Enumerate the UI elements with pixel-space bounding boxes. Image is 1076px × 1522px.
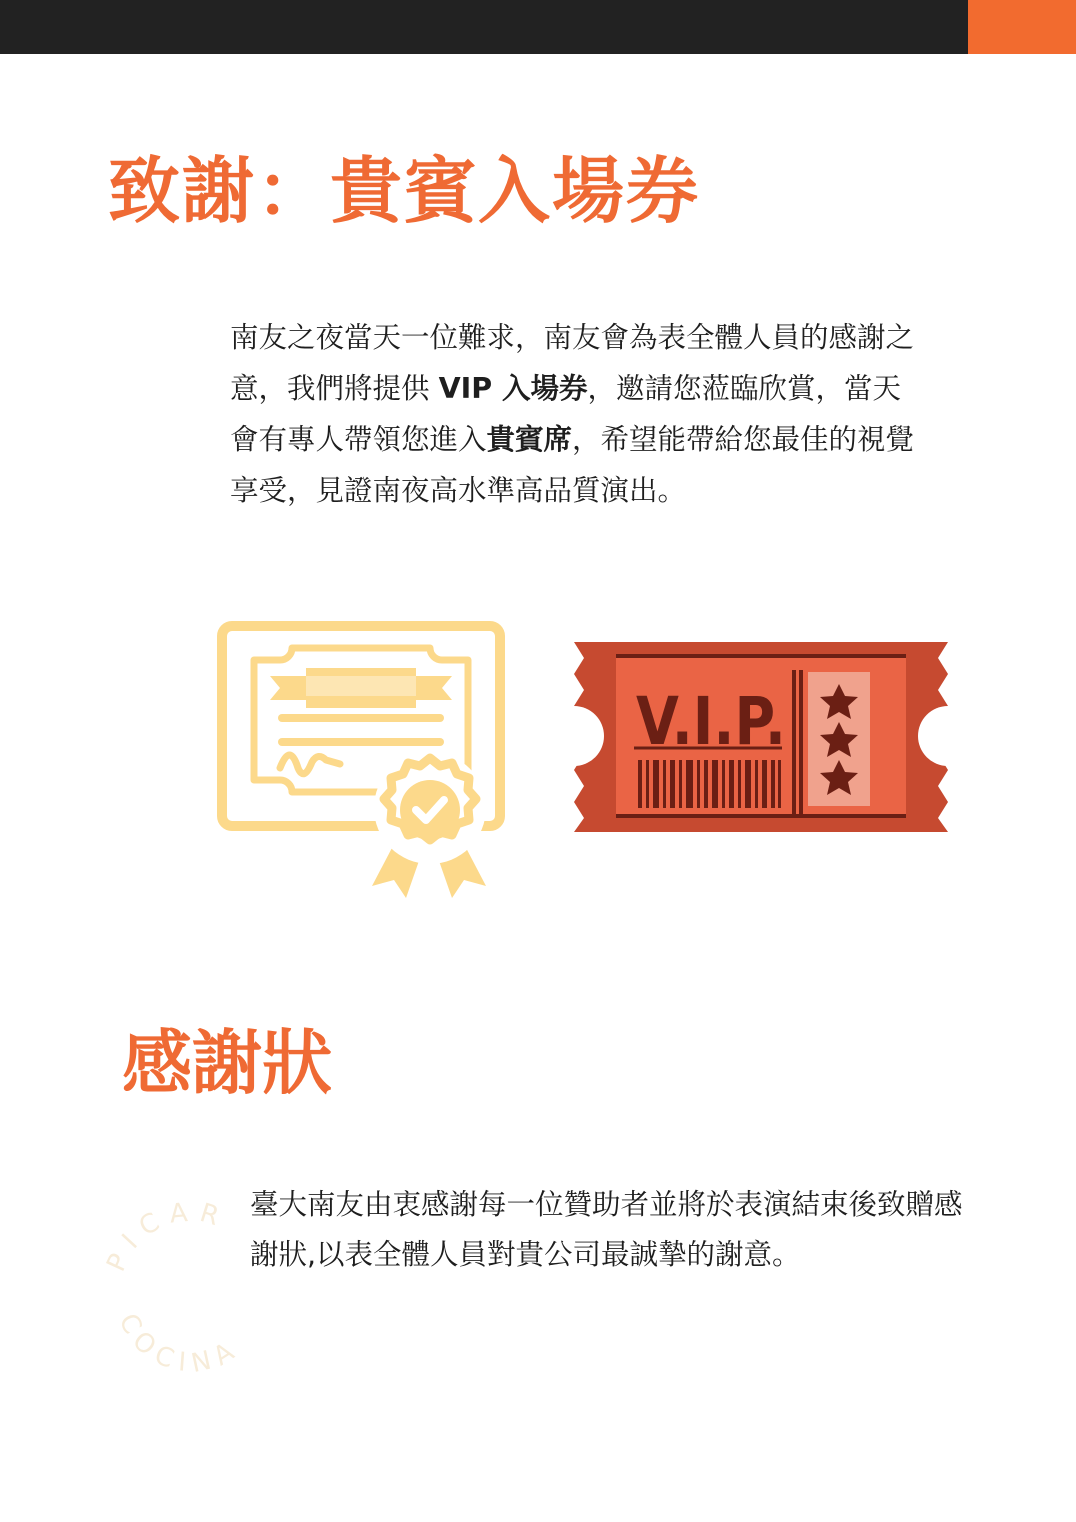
top-bar xyxy=(0,0,968,54)
svg-text:PICAR xyxy=(101,1197,232,1276)
certificate-paragraph: 臺大南友由衷感謝每一位贊助者並將於表演結束後致贈感謝狀,以表全體人員對貴公司最誠摯的謝意。 xyxy=(250,1188,963,1271)
watermark-bottom-text: COCINA xyxy=(112,1308,247,1380)
vip-ticket-text: V.I.P. xyxy=(636,683,786,760)
section-title-vip-ticket: 致謝：貴賓入場券 xyxy=(108,148,701,233)
section-title-certificate: 感謝狀 xyxy=(122,1021,332,1104)
paragraph-bold-vip: VIP 入場券 xyxy=(438,372,588,405)
vip-ticket-paragraph xyxy=(230,312,920,516)
paragraph-text: 南友之夜當天一位難求，南友會為表全體人員的感謝之意，我們將提供 xyxy=(230,321,915,405)
paragraph-bold-vip-seat: 貴賓席 xyxy=(486,423,573,456)
paragraph-text: ，希望能帶給您最佳的視覺享受，見證南夜高水準高品質演出。 xyxy=(230,423,915,507)
certificate-icon xyxy=(214,618,508,900)
svg-text:COCINA xyxy=(112,1309,246,1379)
vip-ticket-icon xyxy=(566,636,956,836)
paragraph-text: ，邀請您蒞臨欣賞，當天會有專人帶領您進入 xyxy=(230,372,902,456)
top-accent-block xyxy=(968,0,1076,54)
watermark-top-text: PICAR xyxy=(101,1197,233,1277)
